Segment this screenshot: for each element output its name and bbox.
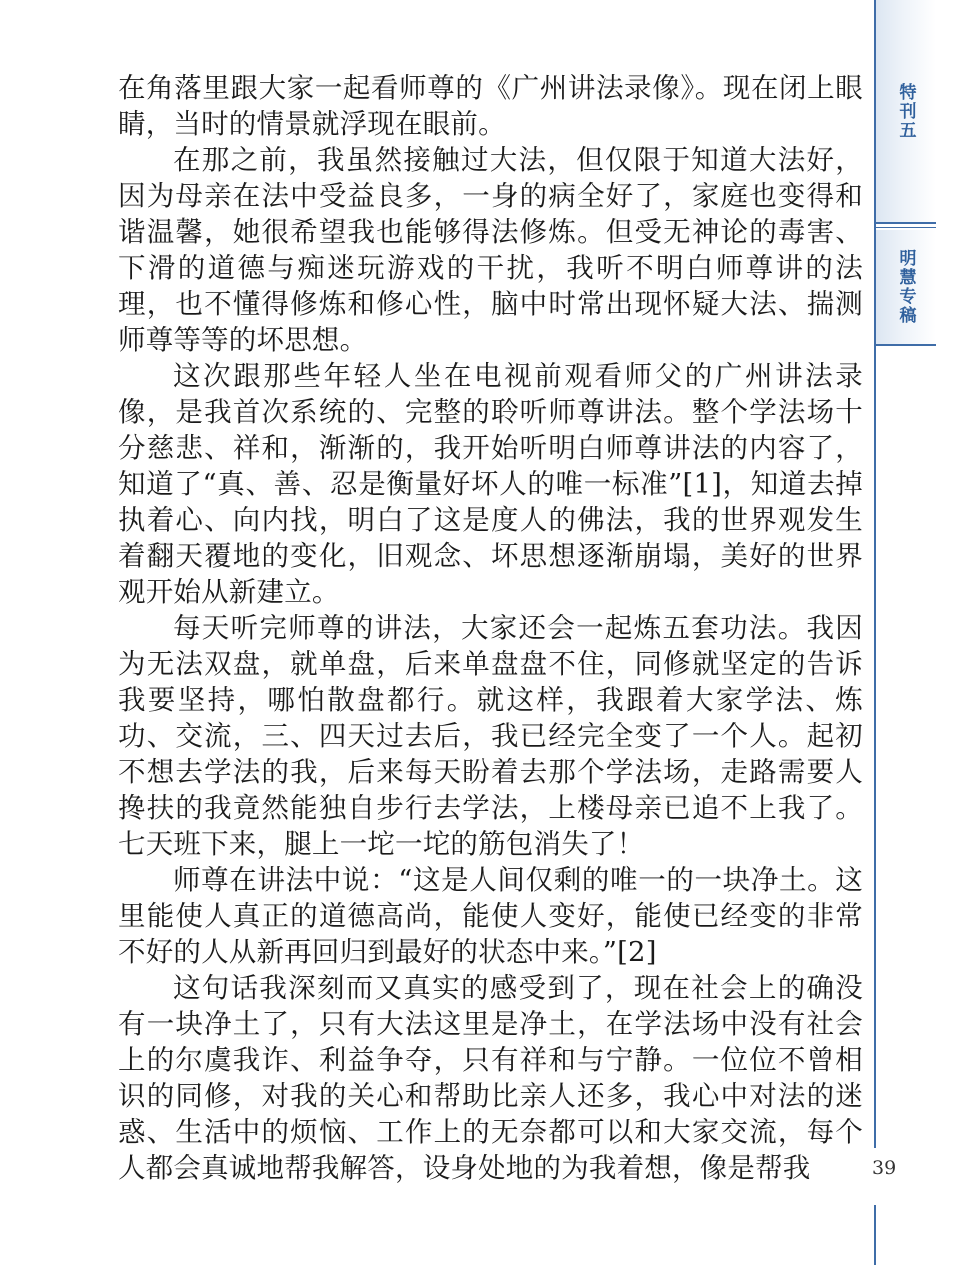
paragraph: 在角落里跟大家一起看师尊的《广州讲法录像》。现在闭上眼睛，当时的情景就浮现在眼前。	[118, 72, 863, 140]
side-tab-divider	[876, 223, 936, 228]
side-tab-column-label: 明慧专稿	[895, 249, 916, 325]
paragraph: 这次跟那些年轻人坐在电视前观看师父的广州讲法录像，是我首次系统的、完整的聆听师尊讲法。整个学法场十分慈悲、祥和，渐渐的，我开始听明白师尊讲法的内容了，知道了“真、善、忍是衡量好坏人的唯一标准”[1]，知道去掉执着心、向内找，明白了这是度人的佛法，我的世界观发生着翻天覆地的变化，旧观念、坏思想逐渐崩塌，美好的世界观开始从新建立。	[118, 360, 863, 608]
paragraph: 每天听完师尊的讲法，大家还会一起炼五套功法。我因为无法双盘，就单盘，后来单盘盘不住，同修就坚定的告诉我要坚持，哪怕散盘都行。就这样，我跟着大家学法、炼功、交流，三、四天过去后，我已经完全变了一个人。起初不想去学法的我，后来每天盼着去那个学法场，走路需要人搀扶的我竟然能独自步行去学法，上楼母亲已追不上我了。七天班下来，腿上一坨一坨的筋包消失了！	[118, 612, 863, 860]
article-body	[118, 70, 863, 1186]
page-number: 39	[872, 1157, 897, 1179]
side-tab-special-issue	[876, 0, 936, 224]
margin-rule-bottom	[874, 1205, 876, 1265]
paragraph: 在那之前，我虽然接触过大法，但仅限于知道大法好，因为母亲在法中受益良多，一身的病全好了，家庭也变得和谐温馨，她很希望我也能够得法修炼。但受无神论的毒害、下滑的道德与痴迷玩游戏的干扰，我听不明白师尊讲的法理，也不懂得修炼和修心性，脑中时常出现怀疑大法、揣测师尊等等的坏思想。	[118, 144, 863, 356]
margin-rule-middle	[874, 345, 876, 1148]
side-tab-column	[876, 230, 936, 346]
paragraph: 这句话我深刻而又真实的感受到了，现在社会上的确没有一块净土了，只有大法这里是净土，在学法场中没有社会上的尔虞我诈、利益争夺，只有祥和与宁静。一位位不曾相识的同修，对我的关心和帮助比亲人还多，我心中对法的迷惑、生活中的烦恼、工作上的无奈都可以和大家交流，每个人都会真诚地帮我解答，设身处地的为我着想，像是帮我	[118, 972, 863, 1184]
side-tab-special-issue-label: 特刊五	[895, 82, 916, 140]
paragraph: 师尊在讲法中说：“这是人间仅剩的唯一的一块净土。这里能使人真正的道德高尚，能使人变好，能使已经变的非常不好的人从新再回归到最好的状态中来。”[2]	[118, 864, 863, 968]
